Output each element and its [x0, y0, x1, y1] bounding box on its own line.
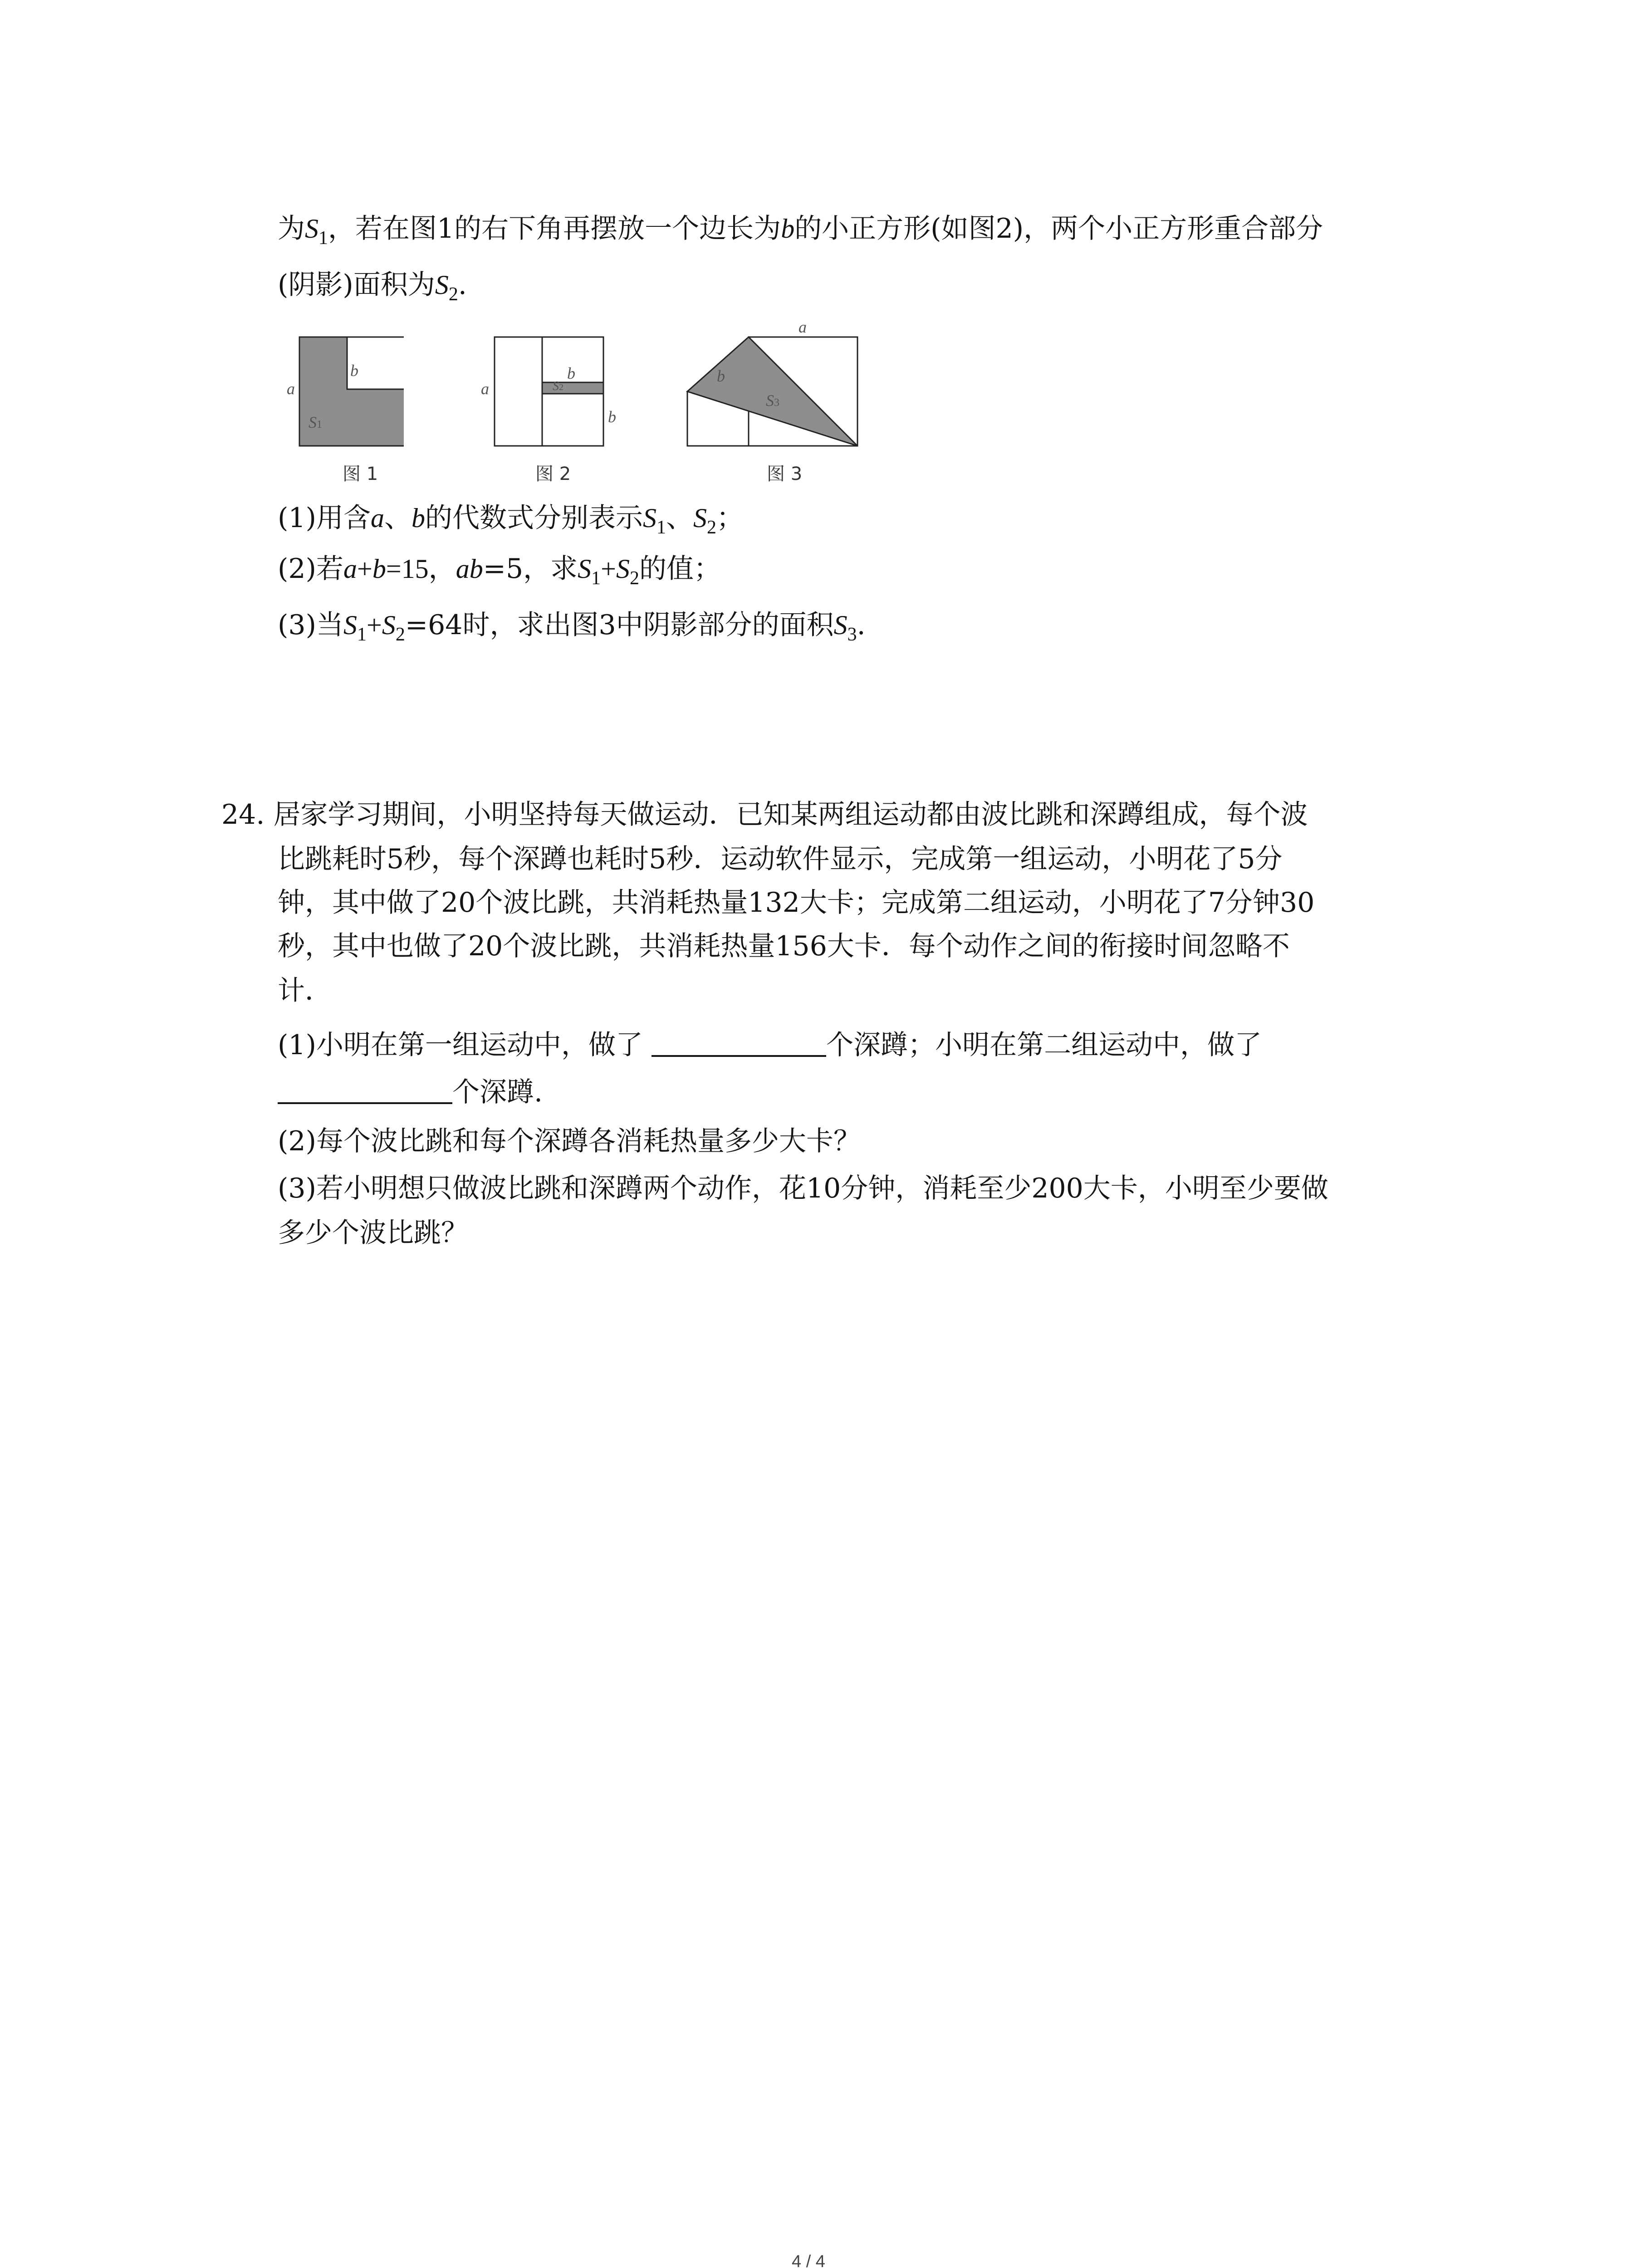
figure-2-caption: 图 2 — [535, 464, 571, 484]
figure-2-label-b-right: b — [608, 408, 616, 426]
page-number: 4 / 4 — [792, 2252, 825, 2268]
q23-part2: (2)若a+b=15，ab=5，求$S_1+S_2$的值； — [278, 553, 721, 589]
figure-1 — [281, 335, 417, 484]
figure-1-label-a: a — [287, 380, 295, 398]
figure-3-label-a: a — [798, 318, 807, 336]
q24-stem-line5: 计． — [278, 975, 332, 1007]
figure-1-caption: 图 1 — [343, 464, 378, 484]
q24-part2: (2)每个波比跳和每个深蹲各消耗热量多少大卡？ — [278, 1125, 861, 1157]
q23-line1: 为$S_1$，若在图1的右下角再摆放一个边长为b的小正方形(如图2)，两个小正方形重合部分 — [278, 213, 1323, 249]
figure-3-label-s3: S3 — [766, 391, 779, 410]
figure-3 — [685, 318, 867, 484]
q23-part1: (1)用含a、b的代数式分别表示$S_1$、$S_2$； — [278, 502, 744, 538]
figure-2-label-b-top: b — [567, 364, 575, 382]
q23-part3: (3)当$S_1+S_2=64$时，求出图3中阴影部分的面积$S_3$. — [278, 609, 866, 645]
figure-1-drawing — [281, 335, 404, 453]
figure-1-label-b: b — [350, 362, 358, 380]
q24-part3-line2: 多少个波比跳？ — [278, 1217, 468, 1249]
q24-stem-line4: 秒，其中也做了20个波比跳，共消耗热量156大卡．每个动作之间的衔接时间忽略不 — [278, 930, 1290, 962]
figure-2-label-a: a — [481, 380, 489, 398]
figure-3-caption: 图 3 — [767, 464, 803, 484]
answer-blank-1[interactable] — [652, 1030, 826, 1057]
figure-2 — [476, 335, 622, 484]
q24-part3-line1: (3)若小明想只做波比跳和深蹲两个动作，花10分钟，消耗至少200大卡，小明至少要做 — [278, 1173, 1328, 1204]
q24-stem-line3: 钟，其中做了20个波比跳，共消耗热量132大卡；完成第二组运动，小明花了7分钟30 — [278, 887, 1315, 919]
figure-2-label-s2: S2 — [553, 379, 563, 393]
q23-line2: (阴影)面积为$S_2$. — [278, 269, 467, 305]
q24-part1-line1: (1)小明在第一组运动中，做了 个深蹲；小明在第二组运动中，做了 — [278, 1029, 1262, 1061]
figure-3-drawing — [685, 318, 867, 454]
figure-3-label-b: b — [717, 367, 725, 385]
q24-stem-line2: 比跳耗时5秒，每个深蹲也耗时5秒．运动软件显示，完成第一组运动，小明花了5分 — [278, 843, 1283, 875]
q24-part1-line2: 个深蹲. — [278, 1076, 543, 1109]
figure-2-drawing — [476, 335, 612, 453]
figure-1-label-s1: S1 — [309, 413, 322, 431]
q24-stem-line1: 24. 居家学习期间，小明坚持每天做运动．已知某两组运动都由波比跳和深蹲组成，每个波 — [221, 799, 1308, 831]
answer-blank-2[interactable] — [278, 1077, 452, 1104]
